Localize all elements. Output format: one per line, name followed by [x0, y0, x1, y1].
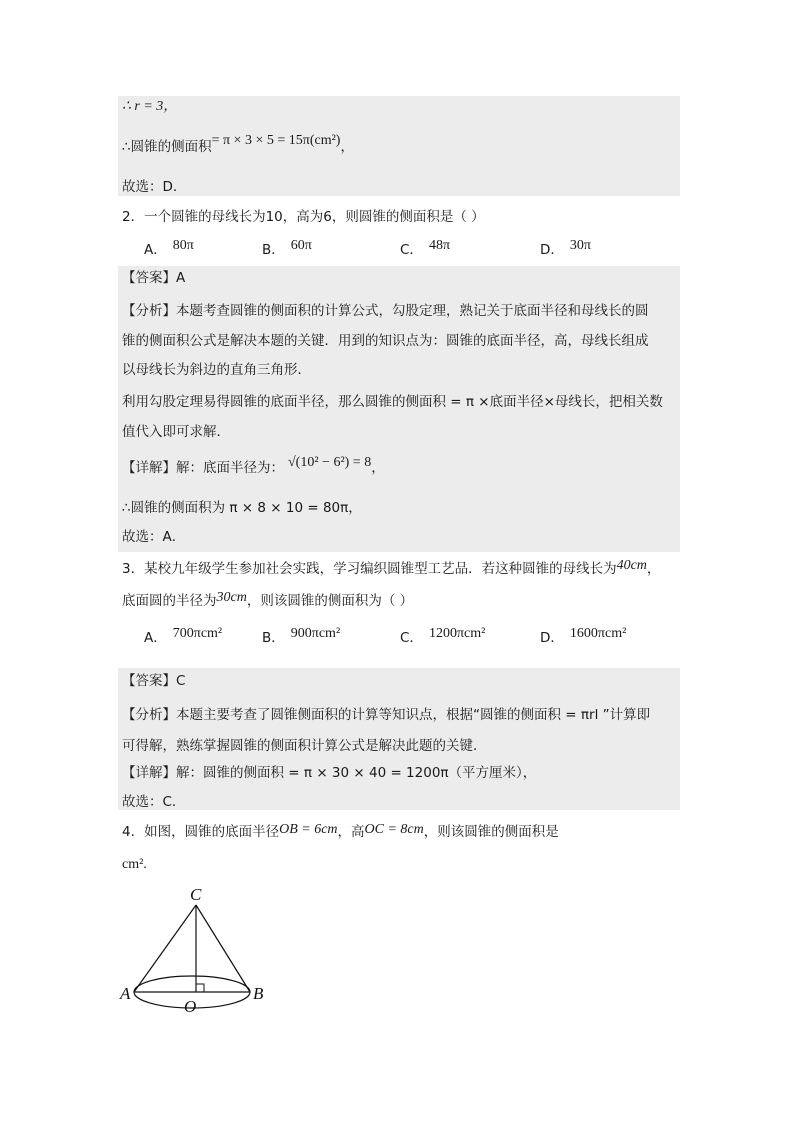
right-angle-mark	[196, 984, 204, 992]
q2-analysis-line-4: 利用勾股定理易得圆锥的底面半径，那么圆锥的侧面积 = π ×底面半径×母线长，把相关数	[122, 394, 663, 410]
option-value: 900πcm²	[290, 626, 341, 641]
option-value: 1600πcm²	[569, 626, 627, 641]
q1-area-prefix: ∴圆锥的侧面积	[122, 139, 212, 155]
option-letter: D．	[540, 630, 564, 646]
q2-option-a	[144, 240, 194, 261]
option-value: 700πcm²	[172, 626, 223, 641]
option-letter: C．	[400, 630, 423, 646]
q2-detail-formula: √(10² − 6²) = 8	[288, 455, 372, 470]
q1-area-line	[122, 133, 354, 158]
q4-mid: ，高	[337, 824, 365, 840]
option-value: 48π	[428, 238, 451, 253]
q3-option-b	[262, 628, 340, 649]
q3-option-d	[540, 628, 626, 649]
q3-detail-line-2: 故选：C．	[122, 794, 186, 810]
q2-analysis-line-2: 锥的侧面积公式是解决本题的关键．用到的知识点为：圆锥的底面半径，高，母线长组成	[122, 333, 649, 349]
option-letter: B．	[262, 630, 285, 646]
q3-stem-suffix: ，	[646, 561, 661, 577]
q3-stem-line-2	[122, 591, 413, 612]
q2-answer: 【答案】A	[122, 270, 186, 286]
option-letter: A．	[144, 630, 167, 646]
option-value: 80π	[172, 238, 194, 253]
q2-detail-line-3: 故选：A．	[122, 529, 186, 545]
q3-stem-line2-prefix: 底面圆的半径为	[122, 593, 217, 609]
cone-left-slant	[134, 905, 196, 992]
cone-figure	[118, 885, 298, 1025]
q3-answer: 【答案】C	[122, 673, 186, 689]
q2-detail-prefix: 【详解】解：底面半径为：	[122, 460, 284, 476]
q3-detail-line-1: 【详解】解：圆锥的侧面积 = π × 30 × 40 = 1200π（平方厘米），	[122, 765, 537, 781]
option-letter: D．	[540, 242, 564, 258]
q4-stem	[122, 822, 559, 843]
q4-stem-suffix: ，则该圆锥的侧面积是	[423, 824, 559, 840]
option-value: 60π	[290, 238, 312, 253]
q2-detail-line-1	[122, 455, 385, 479]
q3-analysis-line-1: 【分析】本题主要考查了圆锥侧面积的计算等知识点，根据“圆锥的侧面积 = πrl ”计算即	[122, 707, 651, 723]
label-c: C	[190, 885, 202, 904]
q3-radius-value: 30cm	[216, 590, 247, 605]
q2-detail-line-2: ∴圆锥的侧面积为 π × 8 × 10 = 80π，	[122, 500, 362, 516]
option-letter: A．	[144, 242, 167, 258]
q3-option-c	[400, 628, 485, 649]
q4-ob: OB = 6cm	[279, 822, 338, 837]
q1-area-suffix: ，	[340, 139, 354, 155]
q3-stem-prefix: 3．某校九年级学生参加社会实践，学习编织圆锥型工艺品．若这种圆锥的母线长为	[122, 561, 617, 577]
q2-analysis-line-5: 值代入即可求解．	[122, 424, 230, 440]
q1-radius-line: ∴ r = 3，	[122, 99, 178, 114]
q3-stem-line-1	[122, 559, 660, 580]
q4-stem-prefix: 4．如图，圆锥的底面半径	[122, 824, 280, 840]
option-value: 30π	[569, 238, 591, 253]
q1-area-formula: = π × 3 × 5 = 15π(cm²)	[211, 133, 341, 148]
q2-option-d	[540, 240, 591, 261]
label-a: A	[120, 984, 131, 1003]
q2-option-c	[400, 240, 450, 261]
q4-unit: cm².	[122, 857, 147, 872]
label-b: B	[253, 984, 264, 1003]
q3-stem-line2-suffix: ，则该圆锥的侧面积为（ ）	[246, 593, 414, 609]
option-value: 1200πcm²	[428, 626, 486, 641]
q2-analysis-line-3: 以母线长为斜边的直角三角形．	[122, 362, 311, 378]
label-o: O	[184, 997, 197, 1016]
q2-option-b	[262, 240, 312, 261]
option-letter: C．	[400, 242, 423, 258]
q1-choose-line: 故选：D．	[122, 179, 187, 195]
q3-analysis-line-2: 可得解，熟练掌握圆锥的侧面积计算公式是解决此题的关键．	[122, 738, 487, 754]
q3-slant-value: 40cm	[616, 558, 647, 573]
q4-oc: OC = 8cm	[364, 822, 424, 837]
option-letter: B．	[262, 242, 285, 258]
q2-analysis-line-1: 【分析】本题考查圆锥的侧面积的计算公式，勾股定理，熟记关于底面半径和母线长的圆	[122, 303, 649, 319]
q2-detail-suffix: ，	[371, 460, 385, 476]
q2-stem: 2．一个圆锥的母线长为10，高为6，则圆锥的侧面积是（ ）	[122, 209, 485, 225]
q3-option-a	[144, 628, 222, 649]
